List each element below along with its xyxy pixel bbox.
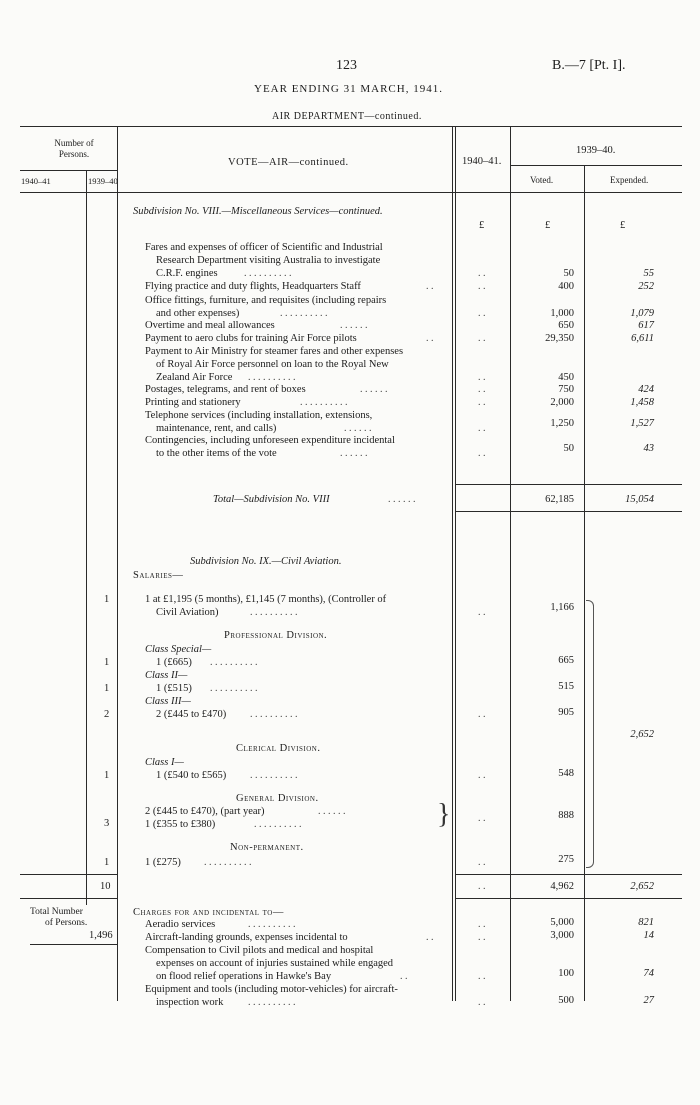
voted-value: 50: [563, 268, 574, 279]
voted-value: 29,350: [545, 333, 574, 344]
salaries-heading: Salaries—: [133, 570, 184, 581]
total-8-expended: 15,054: [625, 494, 654, 505]
pound-sign-voted: £: [545, 220, 551, 231]
dot-leader-1940: . .: [478, 397, 486, 408]
page-number: 123: [336, 58, 357, 73]
general-brace: }: [437, 799, 451, 830]
dot-leader-1940: . .: [478, 857, 486, 868]
non-permanent-line: 1 (£275): [145, 857, 181, 868]
class-i-voted: 548: [558, 768, 574, 779]
salaries-total-expended: 2,652: [630, 881, 654, 892]
charge-voted: 100: [558, 968, 574, 979]
charge-expended: 821: [638, 917, 654, 928]
persons-count: 1: [104, 594, 110, 605]
charge-compensation-line1: Compensation to Civil pilots and medical and hospital: [145, 945, 374, 956]
non-permanent-voted: 275: [558, 854, 574, 865]
salaries-total-bottom-rule: [20, 898, 117, 899]
expended-value: 1,079: [630, 308, 654, 319]
class-ii-label: Class II—: [145, 670, 188, 681]
item-air-ministry-line1: Payment to Air Ministry for steamer fares and other expenses: [145, 346, 404, 357]
controller-line1: 1 at £1,195 (5 months), £1,145 (7 months), (Controller of: [145, 594, 387, 605]
dot-leader-1940: . .: [478, 372, 486, 383]
total-8-voted: 62,185: [545, 494, 574, 505]
dot-leader: . . . . . . . . . .: [250, 770, 298, 781]
dot-leader: . .: [426, 932, 434, 943]
salaries-total-voted: 4,962: [550, 881, 574, 892]
subdivision-8-heading: Subdivision No. VIII.—Miscellaneous Services—continued.: [133, 206, 383, 217]
expended-header: Expended.: [610, 175, 649, 185]
salaries-brace: [586, 600, 594, 868]
charge-voted: 5,000: [550, 917, 574, 928]
charge-aeradio: Aeradio services: [145, 919, 216, 930]
dot-leader-1940: . .: [478, 448, 486, 459]
dot-leader: . . . . . . . . . .: [210, 683, 258, 694]
controller-line2: Civil Aviation): [156, 607, 219, 618]
dot-leader: . . . . . . . . . .: [248, 919, 296, 930]
dot-leader-1940: . .: [478, 607, 486, 618]
non-permanent-heading: Non-permanent.: [230, 842, 304, 853]
item-air-ministry-line2: of Royal Air Force personnel on loan to the Royal New: [156, 359, 389, 370]
dot-leader-1940: . .: [478, 770, 486, 781]
col-1940-41-header: 1940–41.: [462, 156, 502, 167]
item-fares-line2: Research Department visiting Australia to investigate: [156, 255, 381, 266]
col-1939-40-header: 1939–40.: [576, 145, 616, 156]
dot-leader: . . . . . . . . . .: [250, 709, 298, 720]
expended-value: 6,611: [631, 333, 654, 344]
general-voted: 888: [558, 810, 574, 821]
charge-equipment-line1: Equipment and tools (including motor-vehicles) for aircraft-: [145, 984, 398, 995]
expended-value: 424: [638, 384, 654, 395]
class-special-line: 1 (£665): [156, 657, 192, 668]
col-divider-persons: [117, 126, 118, 1001]
item-flying-practice: Flying practice and duty flights, Headquarters Staff: [145, 281, 361, 292]
dot-leader: . . . . . . . . . .: [210, 657, 258, 668]
total-number-label: Total Number: [30, 907, 83, 917]
voted-value: 750: [558, 384, 574, 395]
class-special-label: Class Special—: [145, 644, 212, 655]
charge-voted: 500: [558, 995, 574, 1006]
salaries-total-top-rule: [20, 874, 117, 875]
pound-sign-1940: £: [479, 220, 485, 231]
dot-leader: . . . . . . . . . .: [250, 607, 298, 618]
dot-leader: . . . . . .: [340, 320, 368, 331]
of-persons-label: of Persons.: [45, 918, 88, 928]
charges-heading: Charges for and incidental to—: [133, 907, 284, 918]
dot-leader-1940: . .: [478, 881, 486, 892]
persons-count: 2: [104, 709, 110, 720]
dot-leader-1940: . .: [478, 333, 486, 344]
dot-leader-1940: . .: [478, 997, 486, 1008]
charge-expended: 74: [643, 968, 654, 979]
expended-value: 617: [638, 320, 654, 331]
item-aero-clubs: Payment to aero clubs for training Air Force pilots: [145, 333, 357, 344]
class-ii-line: 1 (£515): [156, 683, 192, 694]
voted-value: 1,250: [550, 418, 574, 429]
dot-leader-1940: . .: [478, 813, 486, 824]
voted-value: 450: [558, 372, 574, 383]
class-iii-line: 2 (£445 to £470): [156, 709, 227, 720]
year-1939-40-header: 1939–40: [88, 176, 118, 186]
subdivision-9-heading: Subdivision No. IX.—Civil Aviation.: [190, 556, 342, 567]
persons-count: 1: [104, 857, 110, 868]
voted-value: 1,000: [550, 308, 574, 319]
persons-count: 3: [104, 818, 110, 829]
total-subdivision-8-label: Total—Subdivision No. VIII: [213, 494, 330, 505]
item-office-fittings-line1: Office fittings, furniture, and requisites (including repairs: [145, 295, 387, 306]
expended-value: 252: [638, 281, 654, 292]
charge-equipment-line2: inspection work: [156, 997, 224, 1008]
item-contingencies-line2: to the other items of the vote: [156, 448, 277, 459]
general-line2: 1 (£355 to £380): [145, 819, 216, 830]
item-telephone-line1: Telephone services (including installation, extensions,: [145, 410, 373, 421]
page-reference: B.—7 [Pt. I].: [552, 58, 626, 73]
year-1940-41-header: 1940–41: [21, 176, 51, 186]
item-fares-line1: Fares and expenses of officer of Scientific and Industrial: [145, 242, 383, 253]
item-office-fittings-line2: and other expenses): [156, 308, 240, 319]
col-divider-years: [86, 170, 87, 905]
dot-leader-1940: . .: [478, 268, 486, 279]
dot-leader-1940: . .: [478, 308, 486, 319]
voted-value: 650: [558, 320, 574, 331]
voted-header: Voted.: [530, 175, 554, 185]
dot-leader: . . . . . . . . . .: [248, 997, 296, 1008]
dot-leader-1940: . .: [478, 709, 486, 720]
col-divider-vote: [452, 126, 453, 1001]
class-ii-voted: 515: [558, 681, 574, 692]
class-iii-label: Class III—: [145, 696, 191, 707]
general-division-heading: General Division.: [236, 793, 319, 804]
expended-value: 43: [643, 443, 654, 454]
col-divider-voted: [584, 165, 585, 1001]
col-divider-vote-b: [455, 126, 456, 1001]
dot-leader: . .: [426, 333, 434, 344]
vote-header: VOTE—AIR—continued.: [228, 157, 349, 168]
class-i-line: 1 (£540 to £565): [156, 770, 227, 781]
dot-leader: . . . . . . . . . .: [254, 819, 302, 830]
item-postages: Postages, telegrams, and rent of boxes: [145, 384, 306, 395]
dot-leader: . . . . . . . . . .: [248, 372, 296, 383]
total-persons-rule: [30, 944, 117, 945]
professional-division-heading: Professional Division.: [224, 630, 328, 641]
dot-leader-1940: . .: [478, 281, 486, 292]
voted-value: 2,000: [550, 397, 574, 408]
general-line1: 2 (£445 to £470), (part year): [145, 806, 265, 817]
dot-leader: . . . . . .: [388, 494, 416, 505]
charge-expended: 14: [643, 930, 654, 941]
total-8-bottom-rule: [456, 511, 682, 512]
persons-count: 1: [104, 683, 110, 694]
expended-value: 1,458: [630, 397, 654, 408]
department-heading: AIR DEPARTMENT—continued.: [272, 111, 422, 122]
col-divider-1940: [510, 126, 511, 1001]
charge-compensation-line3: on flood relief operations in Hawke's Bay: [156, 971, 332, 982]
controller-voted: 1,166: [550, 602, 574, 613]
salaries-total-persons: 10: [100, 881, 111, 892]
item-air-ministry-line3: Zealand Air Force: [156, 372, 233, 383]
class-special-voted: 665: [558, 655, 574, 666]
dot-leader: . . . . . . . . . .: [204, 857, 252, 868]
charge-expended: 27: [643, 995, 654, 1006]
dot-leader: . .: [400, 971, 408, 982]
dot-leader: . . . . . . . . . .: [280, 308, 328, 319]
dot-leader-1940: . .: [478, 932, 486, 943]
dot-leader: . . . . . . . . . .: [244, 268, 292, 279]
year-heading: YEAR ENDING 31 MARCH, 1941.: [254, 83, 443, 95]
dot-leader: . . . . . .: [318, 806, 346, 817]
charge-landing-grounds: Aircraft-landing grounds, expenses incidental to: [145, 932, 348, 943]
number-persons-header: Number of Persons.: [54, 138, 94, 159]
total-persons-value: 1,496: [89, 930, 113, 941]
header-mid-rule: [20, 170, 117, 171]
item-fares-line3: C.R.F. engines: [156, 268, 218, 279]
total-8-top-rule: [456, 484, 682, 485]
table-top-rule: [20, 126, 682, 127]
header-bottom-rule: [20, 192, 682, 193]
charge-compensation-line2: expenses on account of injuries sustained while engaged: [156, 958, 394, 969]
dot-leader-1940: . .: [478, 919, 486, 930]
voted-value: 50: [563, 443, 574, 454]
dot-leader: . . . . . .: [344, 423, 372, 434]
salaries-expended: 2,652: [630, 729, 654, 740]
dot-leader-1940: . .: [478, 971, 486, 982]
item-contingencies-line1: Contingencies, including unforeseen expenditure incidental: [145, 435, 395, 446]
item-overtime: Overtime and meal allowances: [145, 320, 275, 331]
dot-leader: . . . . . .: [340, 448, 368, 459]
salaries-total-bottom-rule-right: [456, 898, 682, 899]
persons-count: 1: [104, 770, 110, 781]
expended-value: 55: [643, 268, 654, 279]
pound-sign-expended: £: [620, 220, 626, 231]
voted-value: 400: [558, 281, 574, 292]
expended-value: 1,527: [630, 418, 654, 429]
header-1939-rule: [510, 165, 682, 166]
class-iii-voted: 905: [558, 707, 574, 718]
dot-leader-1940: . .: [478, 423, 486, 434]
salaries-total-top-rule-right: [456, 874, 682, 875]
dot-leader: . .: [426, 281, 434, 292]
class-i-label: Class I—: [145, 757, 184, 768]
clerical-division-heading: Clerical Division.: [236, 743, 321, 754]
persons-count: 1: [104, 657, 110, 668]
dot-leader: . . . . . . . . . .: [300, 397, 348, 408]
dot-leader-1940: . .: [478, 384, 486, 395]
item-telephone-line2: maintenance, rent, and calls): [156, 423, 277, 434]
item-printing: Printing and stationery: [145, 397, 241, 408]
dot-leader: . . . . . .: [360, 384, 388, 395]
charge-voted: 3,000: [550, 930, 574, 941]
